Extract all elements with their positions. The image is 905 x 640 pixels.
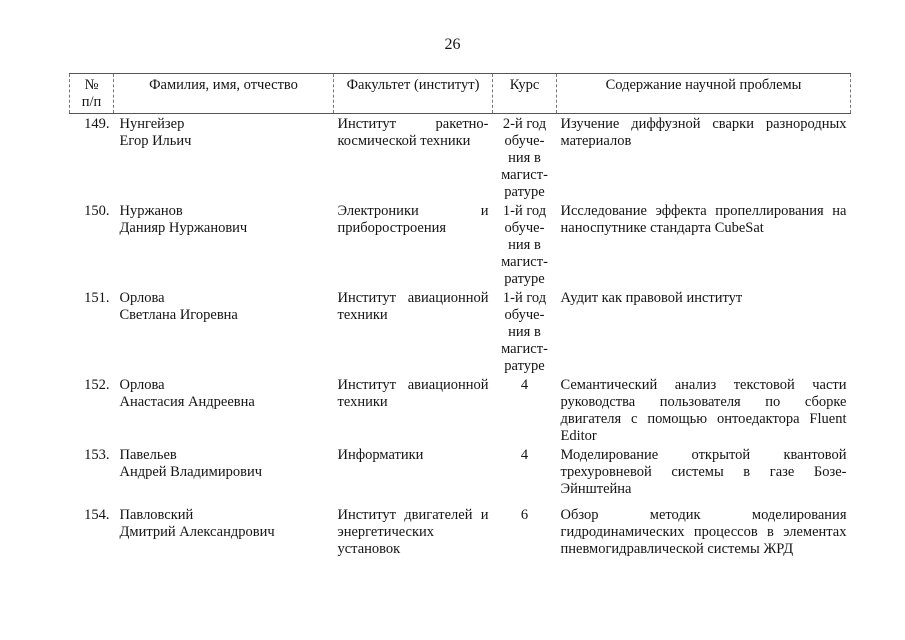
student-name <box>114 201 334 288</box>
student-surname: Павловский <box>119 507 194 523</box>
faculty: Институт авиационной техники <box>337 377 489 410</box>
table-row <box>70 288 851 375</box>
row-number: 150. <box>84 203 110 219</box>
faculty: Институт двигателей и энергетических установок <box>337 507 489 557</box>
course-line: ратуре <box>504 358 545 374</box>
course <box>493 445 557 505</box>
course-line: ратуре <box>504 184 545 200</box>
course-line: ратуре <box>504 271 545 287</box>
course-line: 1-й год <box>502 290 547 306</box>
student-given-names: Данияр Нуржанович <box>119 220 248 236</box>
course-line: магист- <box>501 167 548 183</box>
header-num-line1: № <box>84 77 99 93</box>
student-given-names: Егор Ильич <box>119 133 192 149</box>
student-name <box>114 288 334 375</box>
table-row <box>70 505 851 565</box>
course <box>493 375 557 445</box>
course-line: 1-й год <box>502 203 547 219</box>
student-surname: Нуржанов <box>119 203 183 219</box>
course <box>493 201 557 288</box>
student-given-names: Светлана Игоревна <box>119 307 238 323</box>
table-row <box>70 201 851 288</box>
research-topic: Изучение диффузной сварки разнородных материалов <box>560 116 847 149</box>
student-given-names: Дмитрий Александрович <box>119 524 275 540</box>
course-line: 2-й год <box>502 116 547 132</box>
student-name <box>114 375 334 445</box>
table-row <box>70 445 851 505</box>
header-course: Курс <box>493 74 557 114</box>
page-number: 26 <box>444 36 461 53</box>
course-line: ния в <box>508 324 541 340</box>
course-line: обуче- <box>504 307 545 323</box>
students-table <box>69 73 851 565</box>
course-line: обуче- <box>504 220 545 236</box>
student-surname: Павельев <box>119 447 177 463</box>
header-name: Фамилия, имя, отчество <box>114 74 334 114</box>
research-topic: Моделирование открытой квантовой трехуровневой системы в газе Бозе-Эйнштейна <box>560 447 847 497</box>
course <box>493 288 557 375</box>
table-header-row <box>70 74 851 114</box>
student-surname: Орлова <box>119 377 165 393</box>
faculty: Институт авиационной техники <box>337 290 489 323</box>
student-given-names: Андрей Владимирович <box>119 464 262 480</box>
row-number: 154. <box>84 507 110 523</box>
course <box>493 114 557 202</box>
student-name <box>114 505 334 565</box>
table-row <box>70 375 851 445</box>
course-line: 4 <box>520 377 529 393</box>
course-line: магист- <box>501 254 548 270</box>
header-num <box>70 74 114 114</box>
course-line: ния в <box>508 150 541 166</box>
row-number: 151. <box>84 290 110 306</box>
faculty: Информатики <box>337 447 424 463</box>
research-topic: Семантический анализ текстовой части руководства пользователя по сборке двигателя с помощью онтоедактора Fluent Editor <box>560 377 847 444</box>
student-surname: Нунгейзер <box>119 116 185 132</box>
research-topic: Аудит как правовой институт <box>560 290 743 306</box>
row-number: 153. <box>84 447 110 463</box>
student-surname: Орлова <box>119 290 165 306</box>
course <box>493 505 557 565</box>
table-row <box>70 114 851 202</box>
research-topic: Обзор методик моделирования гидродинамических процессов в элементах пневмогидравлической системы ЖРД <box>560 507 847 557</box>
student-name <box>114 114 334 202</box>
header-num-line2: п/п <box>81 94 102 110</box>
course-line: магист- <box>501 341 548 357</box>
header-faculty: Факультет (институт) <box>334 74 493 114</box>
student-name <box>114 445 334 505</box>
research-topic: Исследование эффекта пропеллирования на наноспутнике стандарта CubeSat <box>560 203 847 236</box>
course-line: обуче- <box>504 133 545 149</box>
faculty: Электроники и приборостроения <box>337 203 489 236</box>
course-line: ния в <box>508 237 541 253</box>
row-number: 149. <box>84 116 110 132</box>
header-topic: Содержание научной проблемы <box>557 74 851 114</box>
row-number: 152. <box>84 377 110 393</box>
table-body <box>70 114 851 566</box>
student-given-names: Анастасия Андреевна <box>119 394 255 410</box>
faculty: Институт ракетно-космической техники <box>337 116 489 149</box>
course-line: 4 <box>520 447 529 463</box>
course-line: 6 <box>520 507 529 523</box>
